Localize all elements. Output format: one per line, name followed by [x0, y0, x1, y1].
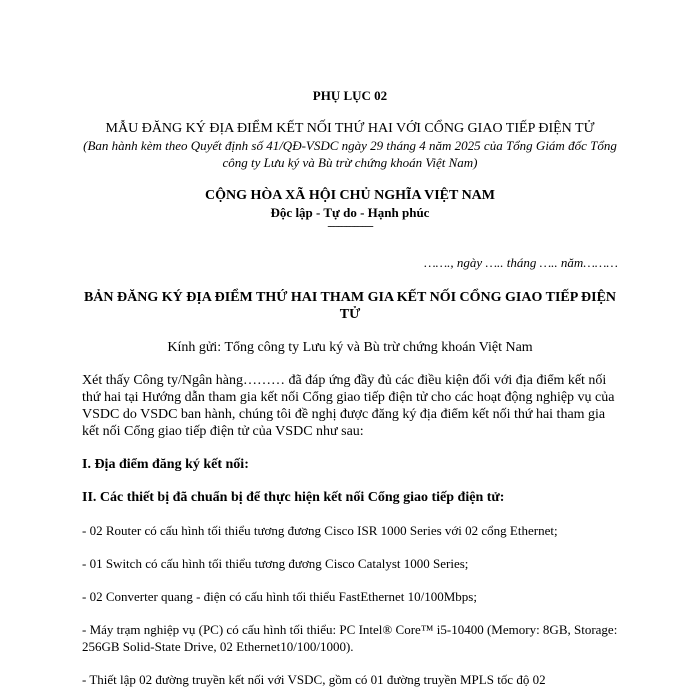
equipment-item-lines: - Thiết lập 02 đường truyền kết nối với VSDC, gồm có 01 đường truyền MPLS tốc độ 02: [82, 672, 546, 687]
appendix-title: PHỤ LỤC 02: [312, 88, 388, 103]
date-line: ……., ngày ….. tháng ….. năm………: [424, 255, 618, 270]
section-1-heading: I. Địa điểm đăng ký kết nối:: [82, 457, 249, 472]
equipment-item-router: - 02 Router có cấu hình tối thiểu tương đương Cisco ISR 1000 Series với 02 cổng Ethernet;: [82, 523, 558, 538]
intro-paragraph: Xét thấy Công ty/Ngân hàng……… đã đáp ứng đầy đủ các điều kiện đối với địa điểm kết nối thứ hai tại Hướng dẫn tham gia kết nối Cổng giao tiếp điện tử cho các hoạt động nghiệp vụ của VSDC do VSDC ban hành, chúng tôi đề nghị được đăng ký địa điểm kết nối thứ hai tham gia kết nối Cổng giao tiếp điện tử của VSDC như sau:: [82, 373, 615, 439]
section-2-heading: II. Các thiết bị đã chuẩn bị để thực hiện kết nối Cổng giao tiếp điện tử:: [82, 490, 505, 505]
equipment-item-switch: - 01 Switch có cấu hình tối thiểu tương đương Cisco Catalyst 1000 Series;: [82, 556, 469, 571]
form-subtitle: (Ban hành kèm theo Quyết định số 41/QĐ-VSDC ngày 29 tháng 4 năm 2025 của Tổng Giám đốc Tổng công ty Lưu ký và Bù trừ chứng khoán Việt Nam): [83, 138, 617, 170]
motto: Độc lập - Tự do - Hạnh phúc: [270, 205, 430, 220]
registration-title: BẢN ĐĂNG KÝ ĐỊA ĐIỂM THỨ HAI THAM GIA KẾT NỐI CỔNG GIAO TIẾP ĐIỆN TỬ: [83, 290, 617, 322]
form-title: MẪU ĐĂNG KÝ ĐỊA ĐIỂM KẾT NỐI THỨ HAI VỚI CỔNG GIAO TIẾP ĐIỆN TỬ: [105, 121, 595, 136]
nation-heading: CỘNG HÒA XÃ HỘI CHỦ NGHĨA VIỆT NAM: [204, 188, 495, 203]
recipient-line: Kính gửi: Tổng công ty Lưu ký và Bù trừ chứng khoán Việt Nam: [167, 340, 533, 355]
document-page: [82, 88, 618, 700]
divider: -----------------: [327, 220, 373, 232]
equipment-item-pc: - Máy trạm nghiệp vụ (PC) có cấu hình tối thiểu: PC Intel® Core™ i5-10400 (Memory: 8GB, Storage: 256GB Solid-State Drive, 02 Ethernet10/100/1000).: [82, 622, 618, 654]
equipment-item-converter: - 02 Converter quang - điện có cấu hình tối thiểu FastEthernet 10/100Mbps;: [82, 589, 477, 604]
